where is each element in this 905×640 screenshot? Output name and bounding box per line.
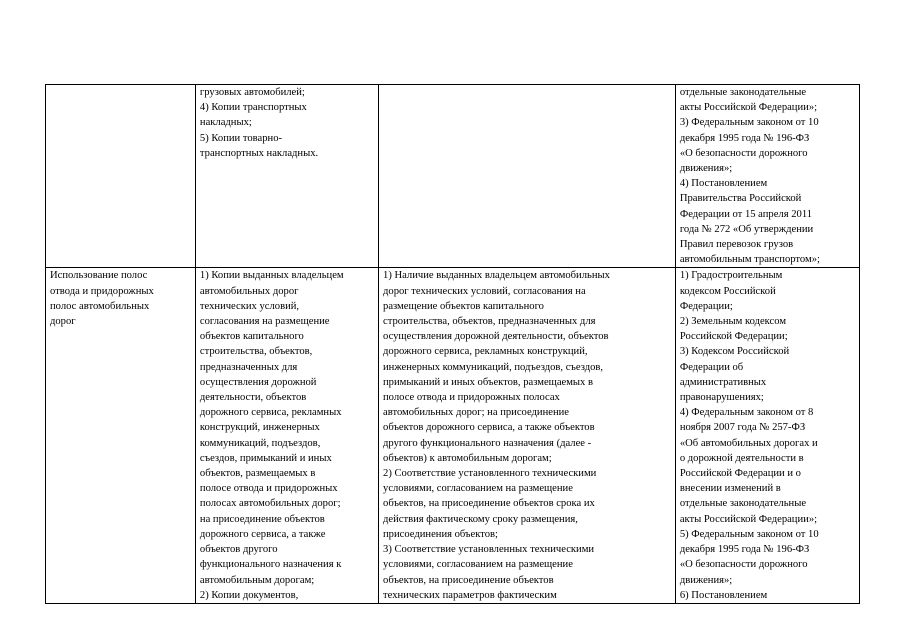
cell-text-line: 2) Копии документов, [199, 589, 299, 601]
table-cell [46, 85, 196, 268]
cell-text-line: полосах автомобильных дорог; [199, 498, 341, 510]
cell-text-line: 5) Федеральным законом от 10 [679, 528, 819, 540]
table-cell [46, 268, 196, 603]
cell-text-line: строительства, объектов, предназначенных для [383, 316, 596, 328]
cell-text-line: Российской Федерации; [679, 331, 788, 343]
cell-text-line: 2) Земельным кодексом [679, 316, 787, 328]
cell-text-line: деятельности, объектов [199, 392, 307, 404]
cell-text-line: коммуникаций, подъездов, [199, 437, 321, 449]
cell-text-line: дорожного сервиса, рекламных конструкций, [383, 346, 588, 358]
cell-text-line: внесении изменений в [679, 483, 781, 495]
cell-text-line: Федерации об [679, 361, 744, 373]
cell-text-line: другого функционального назначения (далее - [383, 437, 592, 449]
cell-text-line: дорог [50, 316, 76, 328]
cell-text-line: функционального назначения к [199, 559, 342, 571]
cell-text-line: кодексом Российской [679, 285, 776, 297]
table-cell [195, 268, 378, 603]
cell-text-line: полосе отвода и придорожных [199, 483, 338, 495]
cell-text-line: осуществления дорожной [199, 376, 317, 388]
cell-text-line: действия фактическому сроку размещения, [383, 513, 578, 525]
cell-text-line: объектов дорожного сервиса, а также объектов [383, 422, 595, 434]
cell-text-line: «О безопасности дорожного [679, 559, 808, 571]
cell-text-line: полосе отвода и придорожных полосах [383, 392, 560, 404]
cell-text-line: Федерации; [679, 300, 733, 312]
cell-text-line: Использование полос [50, 270, 148, 282]
cell-text-line: 4) Федеральным законом от 8 [679, 407, 814, 419]
cell-text-line: 4) Постановлением [679, 178, 768, 190]
table-cell [379, 85, 676, 268]
cell-text-line: 3) Соответствие установленных техническими [383, 544, 595, 556]
cell-text-line: предназначенных для [199, 361, 298, 373]
cell-text-line: движения»; [679, 574, 733, 586]
cell-text-line: 1) Наличие выданных владельцем автомобильных [383, 270, 610, 282]
cell-text-line: объектов, размещаемых в [199, 468, 316, 480]
cell-text-line: 1) Градостроительным [679, 270, 783, 282]
cell-text-line: 6) Постановлением [679, 589, 768, 601]
cell-text-line: о дорожной деятельности в [679, 452, 804, 464]
table-row [46, 85, 860, 268]
cell-text-line: декабря 1995 года № 196-ФЗ [679, 132, 810, 144]
cell-text-line: 1) Копии выданных владельцем [199, 270, 344, 282]
cell-text-line: отдельные законодательные [679, 87, 807, 98]
cell-text-line: условиями, согласованием на размещение [383, 559, 573, 571]
cell-text-line: правонарушениях; [679, 392, 764, 404]
cell-text-line: 2) Соответствие установленного техническими [383, 468, 597, 480]
cell-text-line: условиями, согласованием на размещение [383, 483, 573, 495]
cell-text-line: дорог технических условий, согласования на [383, 285, 586, 297]
cell-text-line: технических условий, [199, 300, 300, 312]
cell-text-line: 4) Копии транспортных [199, 102, 307, 114]
cell-text-line: осуществления дорожной деятельности, объектов [383, 331, 609, 343]
cell-text-line: Правил перевозок грузов [679, 239, 794, 251]
cell-text-line: размещение объектов капитального [383, 300, 544, 312]
cell-text-line: декабря 1995 года № 196-ФЗ [679, 544, 810, 556]
cell-text-line: строительства, объектов, [199, 346, 313, 358]
cell-text-line: отвода и придорожных [50, 285, 154, 297]
cell-text-line: акты Российской Федерации»; [679, 102, 818, 114]
cell-text-line: 3) Кодексом Российской [679, 346, 790, 358]
cell-text-line: «О безопасности дорожного [679, 147, 808, 159]
cell-text-line: конструкций, инженерных [199, 422, 320, 434]
cell-text-line: дорожного сервиса, рекламных [199, 407, 342, 419]
cell-text-line: объектов капитального [199, 331, 304, 343]
table-row [46, 268, 860, 603]
cell-text-line: инженерных коммуникаций, подъездов, съездов, [383, 361, 604, 373]
cell-text-line: Федерации от 15 апреля 2011 [679, 208, 813, 220]
cell-text-line: технических параметров фактическим [383, 589, 557, 601]
cell-text-line: объектов другого [199, 544, 278, 556]
cell-text-line: года № 272 «Об утверждении [679, 223, 814, 235]
table-cell [675, 85, 859, 268]
cell-text-line: автомобильных дорог [199, 285, 299, 297]
cell-text-line: полос автомобильных [50, 300, 150, 312]
cell-text-line: съездов, примыканий и иных [199, 452, 332, 464]
cell-text-line: примыканий и иных объектов, размещаемых в [383, 376, 594, 388]
cell-text-line: согласования на размещение [199, 316, 330, 328]
cell-text-line: отдельные законодательные [679, 498, 807, 510]
cell-text-line: акты Российской Федерации»; [679, 513, 818, 525]
cell-text-line: ноября 2007 года № 257-ФЗ [679, 422, 806, 434]
cell-text-line: накладных; [199, 117, 252, 129]
cell-text-line: транспортных накладных. [199, 147, 319, 159]
cell-text-line: грузовых автомобилей; [199, 87, 305, 98]
cell-text-line: 3) Федеральным законом от 10 [679, 117, 819, 129]
table-cell [675, 268, 859, 603]
cell-text-line: автомобильных дорог; на присоединение [383, 407, 569, 419]
cell-text-line: объектов) к автомобильным дорогам; [383, 452, 552, 464]
table-cell [379, 268, 676, 603]
cell-text-line: «Об автомобильных дорогах и [679, 437, 818, 449]
cell-text-line: объектов, на присоединение объектов срока их [383, 498, 595, 510]
inspection-table [45, 84, 860, 604]
cell-text-line: на присоединение объектов [199, 513, 325, 525]
cell-text-line: административных [679, 376, 767, 388]
table-cell [195, 85, 378, 268]
cell-text-line: объектов, на присоединение объектов [383, 574, 554, 586]
cell-text-line: Правительства Российской [679, 193, 802, 205]
cell-text-line: движения»; [679, 163, 733, 175]
cell-text-line: Российской Федерации и о [679, 468, 801, 480]
cell-text-line: 5) Копии товарно- [199, 132, 283, 144]
cell-text-line: присоединения объектов; [383, 528, 498, 540]
cell-text-line: дорожного сервиса, а также [199, 528, 326, 540]
cell-text-line: автомобильным дорогам; [199, 574, 315, 586]
cell-text-line: автомобильным транспортом»; [679, 254, 820, 266]
